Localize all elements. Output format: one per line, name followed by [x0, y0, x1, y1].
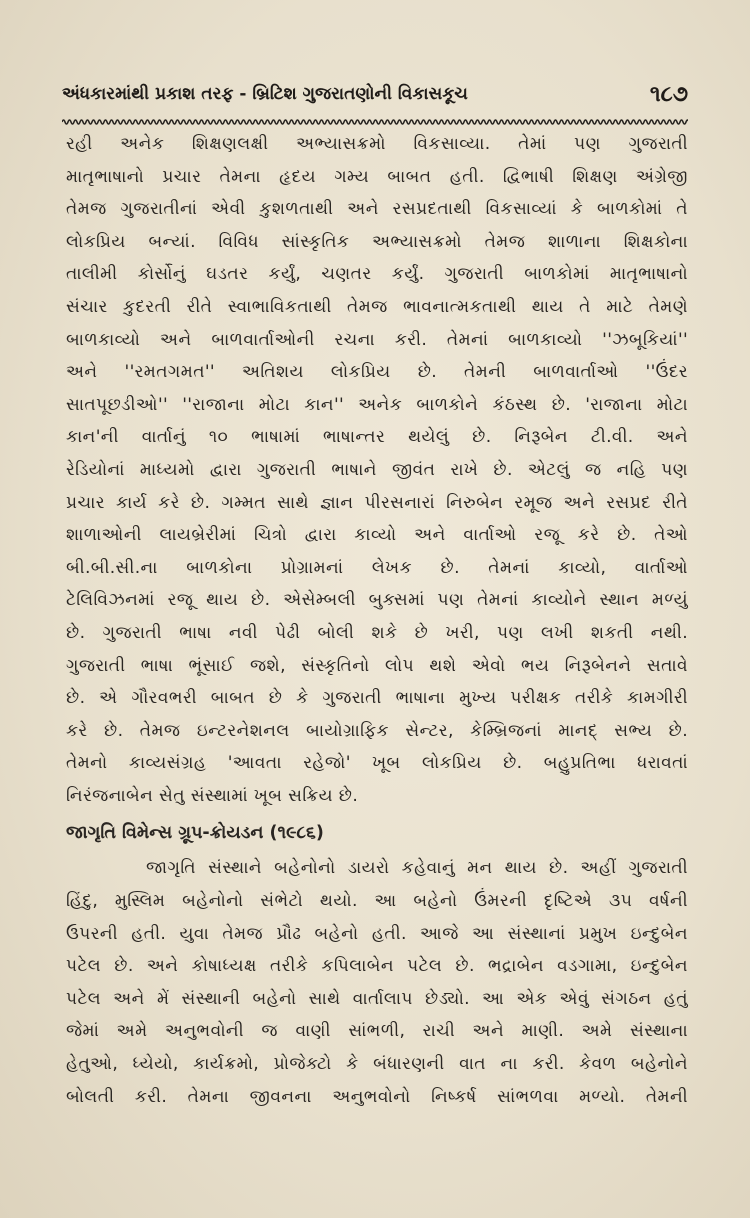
text-line: જાગૃતિ સંસ્થાને બહેનોનો ડાયરો કહેવાનું મન થાય છે. અહીં ગુજરાતી — [146, 858, 688, 879]
header-title: અંધકારમાંથી પ્રકાશ તરફ - બ્રિટિશ ગુજરાતણોની વિકાસકૂચ — [62, 84, 468, 104]
text-line: શાળાઓની લાયબ્રેરીમાં ચિત્રો દ્વારા કાવ્યો અને વાર્તાઓ રજૂ કરે છે. તેઓ — [66, 525, 688, 546]
text-line: કાન'ની વાર્તાનું ૧૦ ભાષામાં ભાષાન્તર થયેલું છે. નિરૂબેન ટી.વી. અને — [66, 427, 688, 448]
text-line: માતૃભાષાનો પ્રચાર તેમના હૃદય ગમ્ય બાબત હતી. દ્વિભાષી શિક્ષણ અંગ્રેજી — [66, 166, 688, 187]
section-heading: જાગૃતિ વિમેન્સ ગ્રૂપ-ક્રોયડન (૧૯૮૬) — [66, 823, 324, 844]
text-line: કરે છે. તેમજ ઇન્ટરનેશનલ બાયોગ્રાફિક સેન્ટર, કેમ્બ્રિજનાં માનદ્ સભ્ય છે. — [66, 720, 688, 741]
text-line: પ્રચાર કાર્ય કરે છે. ગમ્મત સાથે જ્ઞાન પીરસનારાં નિરુબેન રમૂજ અને રસપ્રદ રીતે — [66, 492, 688, 513]
text-line: ટેલિવિઝનમાં રજૂ થાય છે. એસેમ્બલી બુક્સમાં પણ તેમનાં કાવ્યોને સ્થાન મળ્યું — [66, 590, 688, 611]
text-line: રહી અનેક શિક્ષણલક્ષી અભ્યાસક્રમો વિકસાવ્યા. તેમાં પણ ગુજરાતી — [66, 134, 688, 154]
text-line: તેમનો કાવ્યસંગ્રહ 'આવતા રહેજો' ખૂબ લોકપ્રિય છે. બહુપ્રતિભા ધરાવતાં — [66, 753, 688, 774]
text-line: હિંદુ, મુસ્લિમ બહેનોનો સંભેટો થયો. આ બહેનો ઉંમરની દૃષ્ટિએ ૩૫ વર્ષની — [66, 891, 688, 912]
wavy-divider — [62, 118, 688, 126]
text-line: બી.બી.સી.ના બાળકોના પ્રોગ્રામનાં લેખક છે. તેમનાં કાવ્યો, વાર્તાઓ — [66, 557, 688, 578]
text-line: લોકપ્રિય બન્યાં. વિવિધ સાંસ્કૃતિક અભ્યાસક્રમો તેમજ શાળાના શિક્ષકોના — [66, 231, 688, 252]
text-line: હેતુઓ, ધ્યેયો, કાર્યક્રમો, પ્રોજેક્ટો કે બંધારણની વાત ના કરી. કેવળ બહેનોને — [66, 1054, 688, 1075]
text-line: જેમાં અમે અનુભવોની જ વાણી સાંભળી, રાચી અને માણી. અમે સંસ્થાના — [66, 1021, 688, 1042]
text-line: છે. એ ગૌરવભરી બાબત છે કે ગુજરાતી ભાષાના મુખ્ય પરીક્ષક તરીકે કામગીરી — [66, 688, 688, 709]
text-line: છે. ગુજરાતી ભાષા નવી પેઢી બોલી શકે છે ખરી, પણ લખી શકતી નથી. — [66, 622, 688, 643]
text-line: પટેલ અને મેં સંસ્થાની બહેનો સાથે વાર્તાલાપ છેડ્યો. આ એક એવું સંગઠન હતું — [66, 988, 688, 1009]
running-header — [62, 84, 688, 114]
text-line: અને ''રમતગમત'' અતિશય લોકપ્રિય છે. તેમની બાળવાર્તાઓ ''ઉંદર — [66, 362, 688, 383]
paragraph-2 — [66, 852, 688, 1113]
text-line: તેમજ ગુજરાતીનાં એવી કુશળતાથી અને રસપ્રદતાથી વિકસાવ્યાં કે બાળકોમાં તે — [66, 199, 688, 220]
text-line: પટેલ છે. અને કોષાધ્યક્ષ તરીકે કપિલાબેન પટેલ છે. ભદ્રાબેન વડગામા, ઇન્દુબેન — [66, 956, 688, 977]
text-line: ગુજરાતી ભાષા ભૂંસાઈ જશે, સંસ્કૃતિનો લોપ થશે એવો ભય નિરૂબેનને સતાવે — [66, 655, 688, 676]
text-line: સંચાર કુદરતી રીતે સ્વાભાવિકતાથી તેમજ ભાવનાત્મકતાથી થાય તે માટે તેમણે — [66, 296, 688, 317]
text-line: નિરંજનાબેન સેતુ સંસ્થામાં ખૂબ સક્રિય છે. — [66, 785, 359, 806]
text-line: તાલીમી કોર્સોનું ઘડતર કર્યું, ચણતર કર્યું. ગુજરાતી બાળકોમાં માતૃભાષાનો — [66, 264, 688, 285]
text-line: રેડિયોનાં માધ્યમો દ્વારા ગુજરાતી ભાષાને જીવંત રાખે છે. એટલું જ નહિ પણ — [66, 459, 688, 480]
page-number: ૧૮૭ — [649, 82, 688, 107]
paragraph-1 — [66, 128, 688, 812]
text-line: સાતપૂછડીઓ'' ''રાજાના મોટા કાન'' અનેક બાળકોને કંઠસ્થ છે. 'રાજાના મોટા — [66, 394, 688, 415]
text-line: બોલતી કરી. તેમના જીવનના અનુભવોનો નિષ્કર્ષ સાંભળવા મળ્યો. તેમની — [66, 1086, 688, 1107]
text-line: ઉપરની હતી. યુવા તેમજ પ્રૌઢ બહેનો હતી. આજે આ સંસ્થાનાં પ્રમુખ ઇન્દુબેન — [66, 923, 688, 944]
body-text — [66, 128, 688, 1113]
text-line: બાળકાવ્યો અને બાળવાર્તાઓની રચના કરી. તેમનાં બાળકાવ્યો ''ઝબૂકિયાં'' — [66, 329, 688, 350]
